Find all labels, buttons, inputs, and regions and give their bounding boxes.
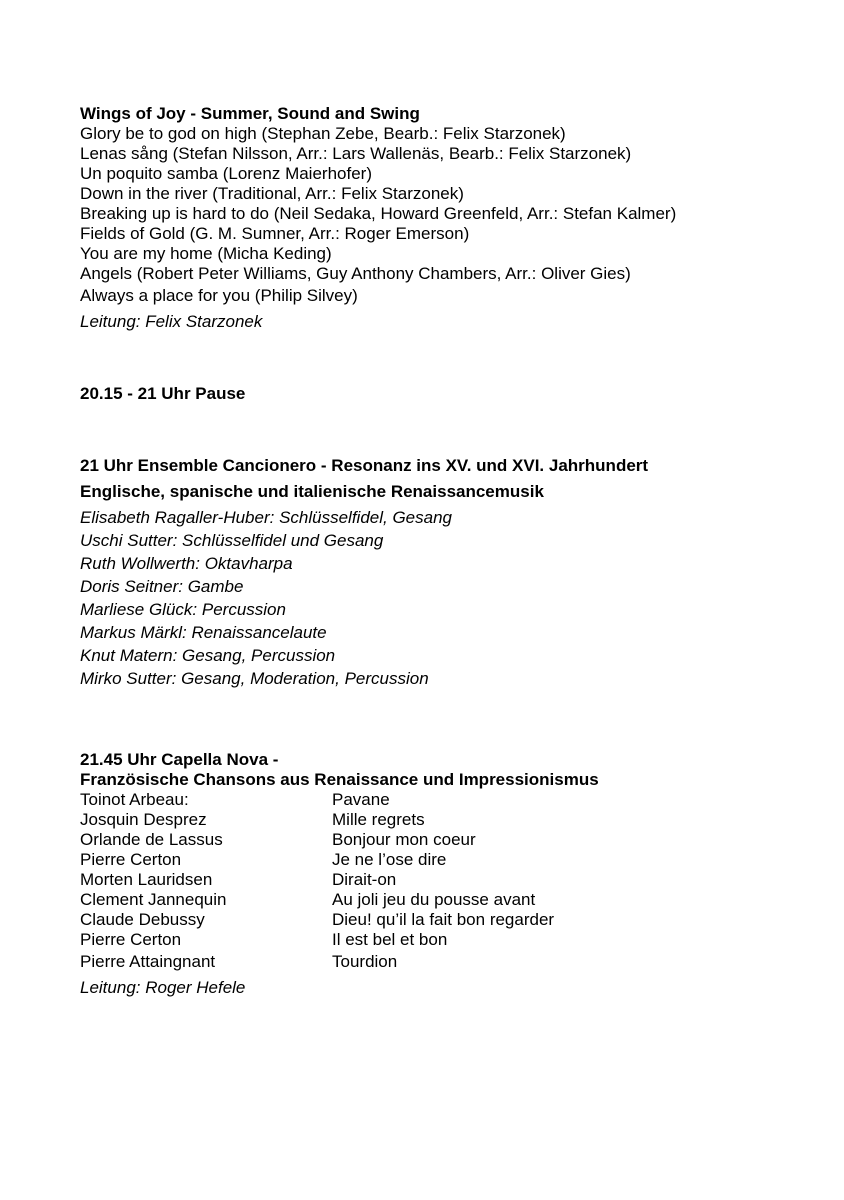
piece-item: You are my home (Micha Keding) bbox=[80, 244, 332, 263]
section-subtitle: Französische Chansons aus Renaissance und Impressionismus bbox=[80, 770, 599, 789]
piece-title: Dirait-on bbox=[332, 870, 397, 889]
piece-title: Pavane bbox=[332, 790, 390, 809]
conductor-line: Leitung: Roger Hefele bbox=[80, 978, 246, 997]
section-wings-of-joy bbox=[80, 104, 800, 332]
composer-name: Morten Lauridsen bbox=[80, 870, 213, 889]
piece-item: Fields of Gold (G. M. Sumner, Arr.: Roger Emerson) bbox=[80, 224, 470, 243]
piece-list bbox=[80, 124, 800, 306]
member-list bbox=[80, 506, 800, 690]
piece-item: Breaking up is hard to do (Neil Sedaka, Howard Greenfeld, Arr.: Stefan Kalmer) bbox=[80, 204, 677, 223]
composer-name: Toinot Arbeau: bbox=[80, 790, 189, 809]
piece-title: Bonjour mon coeur bbox=[332, 830, 476, 849]
pause-title: 20.15 - 21 Uhr Pause bbox=[80, 384, 246, 403]
member-item: Uschi Sutter: Schlüsselfidel und Gesang bbox=[80, 531, 384, 550]
piece-item: Down in the river (Traditional, Arr.: Felix Starzonek) bbox=[80, 184, 464, 203]
composer-name: Pierre Certon bbox=[80, 930, 182, 949]
piece-title: Je ne l’ose dire bbox=[332, 850, 447, 869]
section-pause bbox=[80, 384, 800, 404]
member-item: Elisabeth Ragaller-Huber: Schlüsselfidel, Gesang bbox=[80, 508, 452, 527]
section-subtitle: Englische, spanische und italienische Renaissancemusik bbox=[80, 482, 544, 501]
piece-item: Un poquito samba (Lorenz Maierhofer) bbox=[80, 164, 372, 183]
section-capella-nova bbox=[80, 750, 800, 998]
composer-name: Claude Debussy bbox=[80, 910, 205, 929]
section-title: Wings of Joy - Summer, Sound and Swing bbox=[80, 104, 420, 123]
member-item: Mirko Sutter: Gesang, Moderation, Percussion bbox=[80, 669, 429, 688]
piece-title: Il est bel et bon bbox=[332, 930, 448, 949]
composer-name: Pierre Attaingnant bbox=[80, 952, 216, 971]
piece-title: Au joli jeu du pousse avant bbox=[332, 890, 536, 909]
member-item: Marliese Glück: Percussion bbox=[80, 600, 286, 619]
member-item: Ruth Wollwerth: Oktavharpa bbox=[80, 554, 293, 573]
composer-name: Orlande de Lassus bbox=[80, 830, 223, 849]
piece-item: Always a place for you (Philip Silvey) bbox=[80, 286, 358, 305]
section-title: 21.45 Uhr Capella Nova - bbox=[80, 750, 279, 769]
section-cancionero bbox=[80, 456, 800, 690]
member-item: Knut Matern: Gesang, Percussion bbox=[80, 646, 336, 665]
piece-title: Tourdion bbox=[332, 952, 398, 971]
piece-item: Lenas sång (Stefan Nilsson, Arr.: Lars Wallenäs, Bearb.: Felix Starzonek) bbox=[80, 144, 632, 163]
section-title: 21 Uhr Ensemble Cancionero - Resonanz ins XV. und XVI. Jahrhundert bbox=[80, 456, 649, 475]
composer-name: Pierre Certon bbox=[80, 850, 182, 869]
composer-name: Clement Jannequin bbox=[80, 890, 227, 909]
chanson-program bbox=[80, 790, 800, 972]
piece-title: Dieu! qu’il la fait bon regarder bbox=[332, 910, 555, 929]
piece-title: Mille regrets bbox=[332, 810, 425, 829]
program-page bbox=[80, 104, 800, 998]
piece-item: Angels (Robert Peter Williams, Guy Anthony Chambers, Arr.: Oliver Gies) bbox=[80, 264, 631, 283]
member-item: Doris Seitner: Gambe bbox=[80, 577, 244, 596]
piece-item: Glory be to god on high (Stephan Zebe, Bearb.: Felix Starzonek) bbox=[80, 124, 566, 143]
conductor-line: Leitung: Felix Starzonek bbox=[80, 312, 263, 331]
composer-name: Josquin Desprez bbox=[80, 810, 207, 829]
member-item: Markus Märkl: Renaissancelaute bbox=[80, 623, 327, 642]
